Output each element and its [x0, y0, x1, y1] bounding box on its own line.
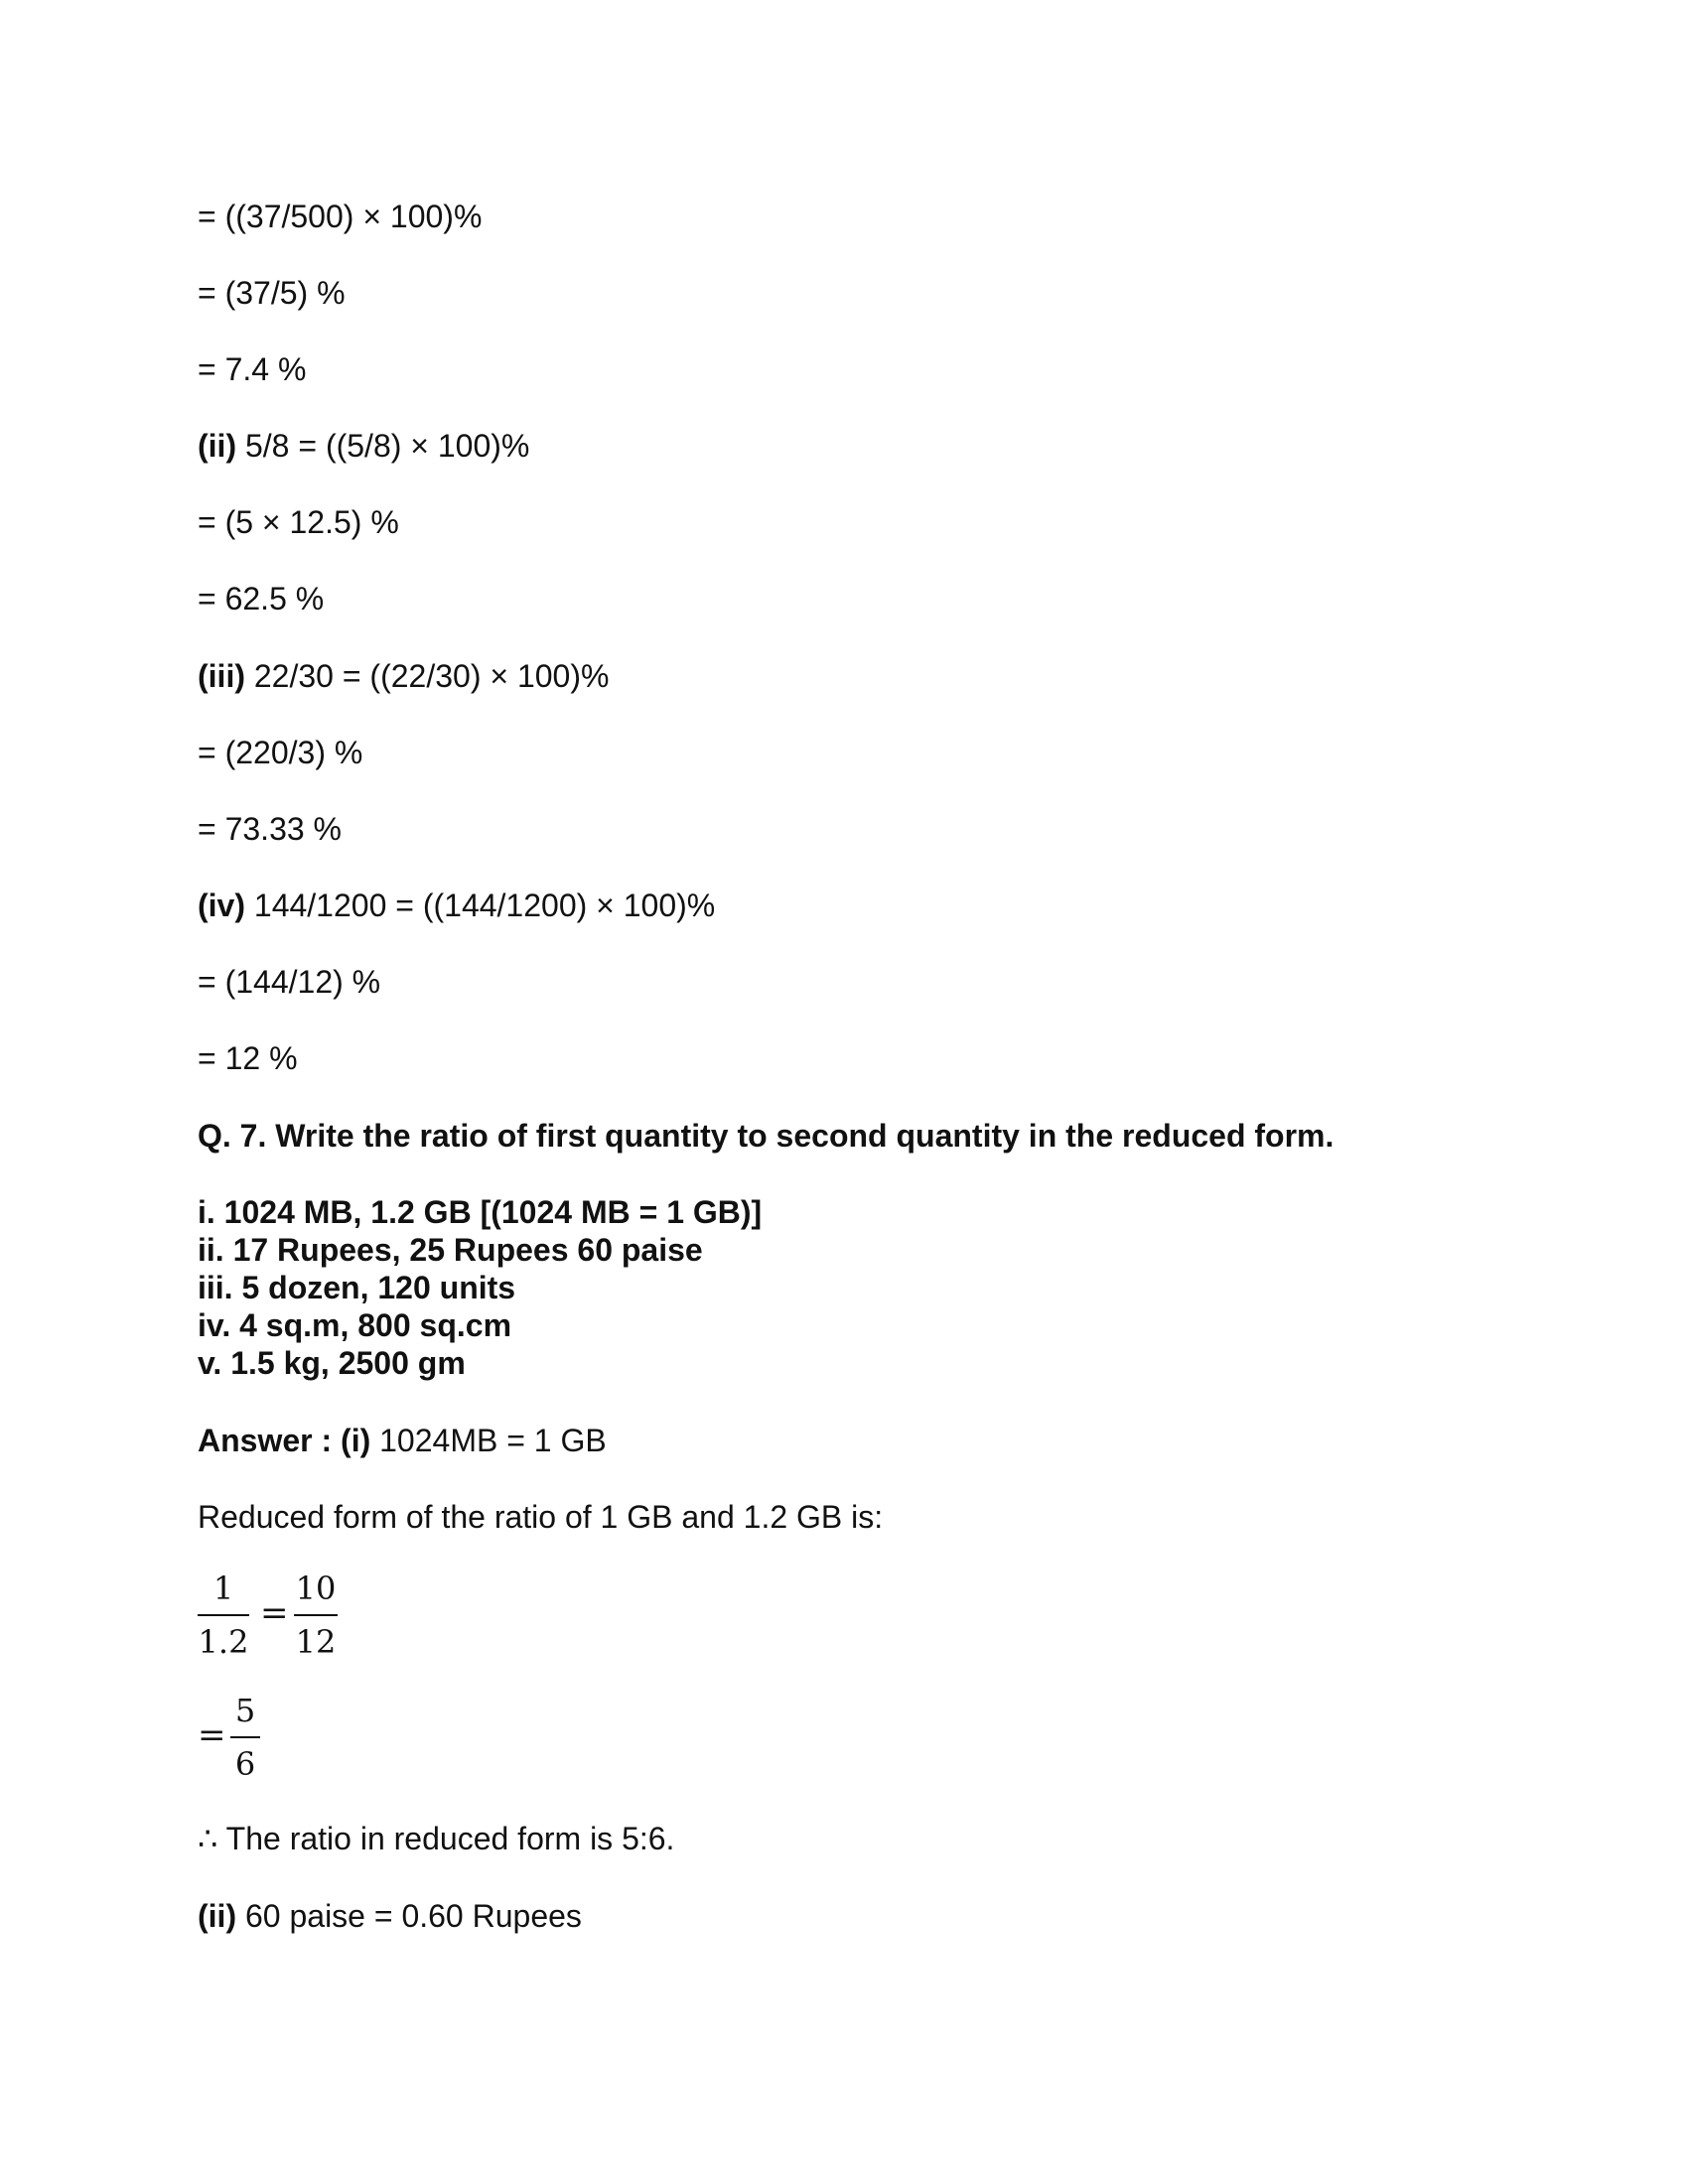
fraction-numerator: 5 — [234, 1692, 256, 1729]
fraction-bar — [294, 1614, 338, 1616]
solution-line: = (144/12) % — [198, 964, 381, 1000]
question-item: iii. 5 dozen, 120 units — [198, 1270, 516, 1305]
solution-line: = 73.33 % — [198, 811, 342, 847]
question-title: Q. 7. Write the ratio of first quantity to second quantity in the reduced form. — [198, 1118, 1335, 1154]
fraction-1 — [198, 1569, 249, 1662]
question-item: iv. 4 sq.m, 800 sq.cm — [198, 1307, 512, 1343]
question-item: v. 1.5 kg, 2500 gm — [198, 1345, 466, 1381]
solution-line: = (37/5) % — [198, 275, 346, 311]
solution-line: = ((37/500) × 100)% — [198, 199, 483, 234]
fraction-denominator: 6 — [234, 1745, 256, 1783]
fraction-denominator: 12 — [295, 1623, 337, 1661]
solution-line: = 12 % — [198, 1040, 298, 1076]
fraction-2 — [294, 1569, 338, 1662]
answer-line: Answer : (i) 1024MB = 1 GB — [198, 1423, 607, 1458]
question-item: i. 1024 MB, 1.2 GB [(1024 MB = 1 GB)] — [198, 1194, 763, 1230]
question-item: ii. 17 Rupees, 25 Rupees 60 paise — [198, 1232, 703, 1268]
solution-line: = 62.5 % — [198, 581, 325, 616]
solution-line: (ii) 5/8 = ((5/8) × 100)% — [198, 428, 530, 464]
conclusion-text: ∴ The ratio in reduced form is 5:6. — [198, 1821, 675, 1856]
fraction-numerator: 10 — [295, 1570, 337, 1607]
equals-sign: = — [198, 1715, 226, 1755]
solution-line: = 7.4 % — [198, 351, 307, 387]
answer-part-2: (ii) 60 paise = 0.60 Rupees — [198, 1898, 582, 1934]
solution-line: = (5 × 12.5) % — [198, 504, 399, 540]
fraction-denominator: 1.2 — [198, 1623, 249, 1661]
solution-line: = (220/3) % — [198, 735, 363, 770]
fraction-3 — [230, 1691, 260, 1784]
reduced-form-text: Reduced form of the ratio of 1 GB and 1.2 GB is: — [198, 1499, 884, 1535]
solution-line: (iii) 22/30 = ((22/30) × 100)% — [198, 658, 610, 694]
fraction-bar — [230, 1736, 260, 1738]
solution-line: (iv) 144/1200 = ((144/1200) × 100)% — [198, 887, 716, 923]
fraction-bar — [198, 1614, 249, 1616]
fraction-numerator: 1 — [212, 1570, 234, 1607]
equals-sign: = — [260, 1593, 289, 1633]
